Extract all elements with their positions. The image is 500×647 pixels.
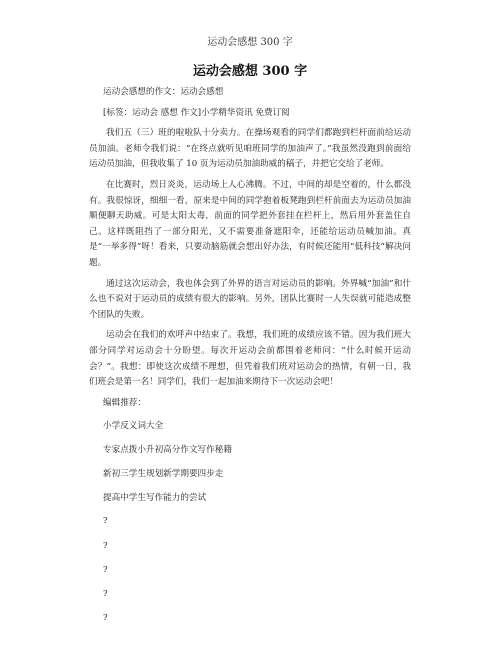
placeholder-mark-2: ? [103, 540, 108, 551]
essay-subtitle-line: 运动会感想的作文：运动会感想 [103, 87, 224, 97]
editor-recommendations-heading: 编辑推荐： [103, 397, 146, 408]
running-head: 运动会感想 300 字 [207, 37, 293, 48]
essay-tags-line: [标签：运动会 感想 作文]小学精华资讯 免费订阅 [103, 107, 290, 118]
placeholder-mark-5: ? [103, 613, 108, 624]
paragraph-4: 运动会在我们的欢呼声中结束了。我想，我们班的成绩应该不错。因为我们班大部分同学对运动会十分盼望。每次开运动会前都围着老师问：“什么时候开运动会？”。我想：即使这次成绩不理想，但凭着我们班对运动会的热情，有朝一日，我们班会是第一名！同学们，我们一起加油来期待下一次运动会吧！ [89, 330, 411, 388]
document-title: 运动会感想 300 字 [192, 64, 308, 79]
paragraph-3: 通过这次运动会，我也体会到了外界的语言对运动员的影响。外界喊“加油”和什么也不说对于运动员的成绩有很大的影响。另外，团队比赛时一人失误就可能造成整个团队的失败。 [89, 278, 411, 320]
recommendation-item-1: 小学反义词大全 [103, 421, 164, 432]
recommendation-item-3: 新初三学生规划新学期要四步走 [103, 468, 224, 479]
paragraph-2: 在比赛时，烈日炎炎，运动场上人心沸腾。不过，中间的却是空着的，什么都没有。我很惊讶，细细一看，原来是中间的同学抱着板凳跑到栏杆前面去为运动员加油顺便聊天助威。可是太阳太毒，前面的同学把外套挂在栏杆上，然后用外套盖住自己。这样既阻挡了一部分阳光，又不需要准备遮阳伞，还能给运动员喊加油。真是“一举多得”呀！看来，只要动脑筋就会想出好办法，有时候还能用“低科技”解决问题。 [89, 179, 411, 268]
placeholder-mark-4: ? [103, 588, 108, 599]
recommendation-item-4: 提高中学生写作能力的尝试 [103, 492, 207, 503]
paragraph-1: 我们五（三）班的啦啦队十分卖力。在操场观看的同学们都跑到栏杆面前给运动员加油。老师令我们说：“在终点就听见咱班同学的加油声了。”我虽然没跑到前面给运动员加油，但我收集了 10 页为运动员加油助威的稿子，并把它交给了老师。 [89, 128, 411, 170]
placeholder-mark-3: ? [103, 564, 108, 575]
document-body [89, 85, 411, 635]
placeholder-mark-1: ? [103, 516, 108, 527]
recommendation-item-2: 专家点拨小升初高分作文写作秘籍 [103, 445, 232, 456]
